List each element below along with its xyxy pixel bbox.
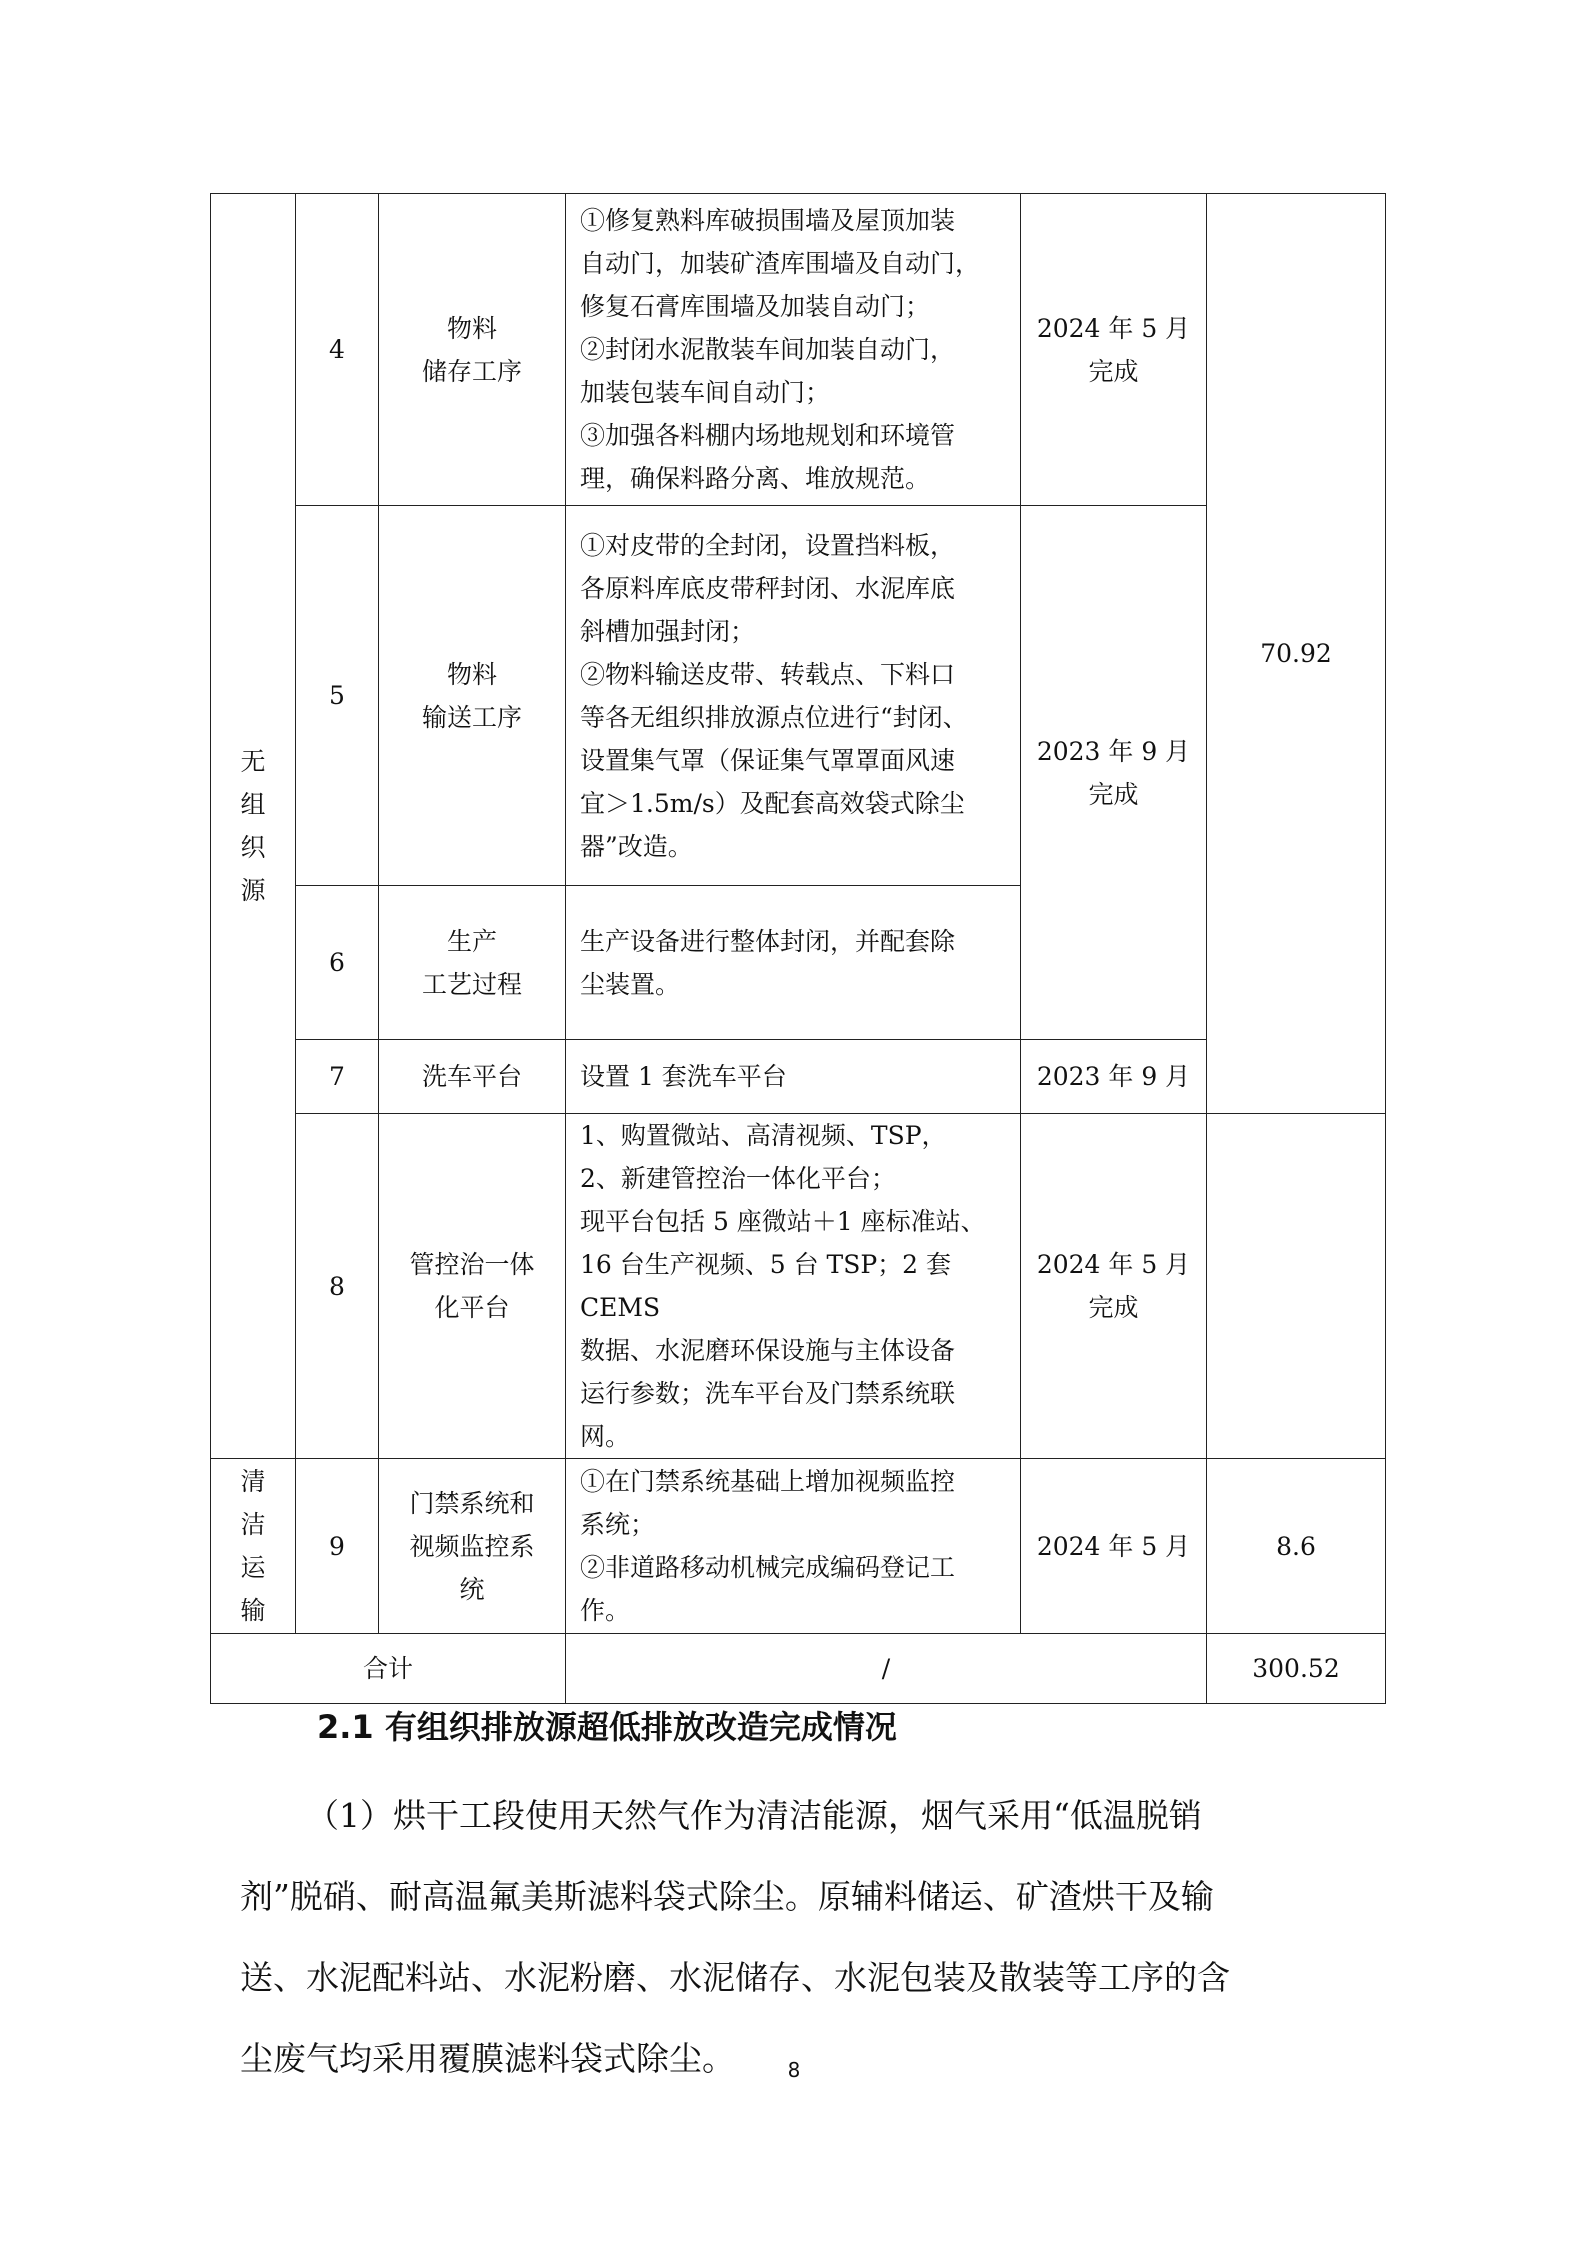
measure-line: ②封闭水泥散装车间加装自动门， (580, 335, 956, 364)
measure-cell (566, 1459, 1021, 1634)
measure-line: 宜＞1.5m/s）及配套高效袋式除尘 (580, 788, 965, 818)
measure-line: 等各无组织排放源点位进行“封闭、 (580, 702, 968, 732)
measure-line: 设置集气罩（保证集气罩罩面风速 (580, 745, 956, 775)
category-char: 洁 (240, 1510, 266, 1539)
table-row (211, 1114, 1386, 1459)
paragraph-line: 尘废气均采用覆膜滤料袋式除尘。 (240, 2039, 735, 2078)
total-label: 合计 (211, 1634, 566, 1704)
row-number: 4 (296, 194, 379, 506)
total-row (211, 1634, 1386, 1704)
completion-line: 2024 年 5 月 (1036, 1250, 1191, 1279)
measure-line: 设置 1 套洗车平台 (580, 1062, 787, 1091)
row-number: 6 (296, 886, 379, 1040)
process-line: 输送工序 (421, 702, 522, 732)
completion-line: 2024 年 5 月 (1036, 1531, 1191, 1561)
page-number: 8 (787, 2058, 801, 2082)
measure-line: ③加强各料棚内场地规划和环境管 (580, 421, 956, 450)
process-line: 洗车平台 (421, 1062, 522, 1091)
measure-line: 作。 (580, 1596, 631, 1625)
completion-cell (1021, 1459, 1207, 1634)
measure-line: 理，确保料路分离、堆放规范。 (580, 464, 931, 493)
process-cell (379, 886, 566, 1040)
completion-line: 完成 (1088, 779, 1139, 809)
measure-line: 运行参数；洗车平台及门禁系统联 (580, 1379, 956, 1408)
row-number: 5 (296, 506, 379, 886)
measure-line: ①对皮带的全封闭，设置挡料板， (580, 530, 956, 560)
completion-cell (1021, 194, 1207, 506)
amount-cell (1207, 1114, 1386, 1459)
completion-line: 2023 年 9 月 (1036, 736, 1191, 766)
completion-line: 完成 (1088, 356, 1139, 386)
completion-cell (1021, 1040, 1207, 1114)
measure-line: 生产设备进行整体封闭，并配套除 (580, 926, 956, 956)
process-line: 生产 (446, 926, 497, 956)
measure-line: ②物料输送皮带、转载点、下料口 (580, 659, 956, 689)
measure-line: 尘装置。 (580, 969, 681, 999)
measure-cell (566, 194, 1021, 506)
measure-line: 系统； (580, 1510, 656, 1539)
measure-cell (566, 506, 1021, 886)
measure-line: 器”改造。 (580, 831, 693, 861)
measure-line: 修复石膏库围墙及加装自动门； (580, 292, 931, 321)
process-cell (379, 1459, 566, 1634)
process-cell (379, 506, 566, 886)
category-char: 源 (240, 876, 266, 905)
measure-cell (566, 1114, 1021, 1459)
process-line: 管控治一体 (409, 1250, 535, 1279)
table-row (211, 194, 1386, 506)
measure-line: 自动门，加装矿渣库围墙及自动门， (580, 249, 981, 278)
process-line: 化平台 (434, 1293, 510, 1322)
paragraph-line: 剂”脱硝、耐高温氟美斯滤料袋式除尘。原辅料储运、矿渣烘干及输 (240, 1877, 1214, 1916)
measure-cell (566, 886, 1021, 1040)
process-line: 视频监控系 (409, 1531, 535, 1561)
completion-line: 2023 年 9 月 (1036, 1062, 1191, 1091)
process-line: 门禁系统和 (409, 1488, 535, 1518)
paragraph-line: 送、水泥配料站、水泥粉磨、水泥储存、水泥包装及散装等工序的含 (240, 1958, 1230, 1997)
process-line: 储存工序 (421, 356, 522, 386)
measure-line: 数据、水泥磨环保设施与主体设备 (580, 1336, 956, 1365)
process-line: 工艺过程 (421, 969, 522, 999)
measure-line: ①在门禁系统基础上增加视频监控 (580, 1467, 956, 1496)
measures-table (210, 193, 1386, 1704)
category-char: 织 (240, 833, 266, 862)
completion-line: 2024 年 5 月 (1036, 313, 1191, 343)
measure-line: ①修复熟料库破损围墙及屋顶加装 (580, 206, 956, 235)
measure-line: 现平台包括 5 座微站＋1 座标准站、 (580, 1207, 986, 1236)
category-cell-unorganized (211, 194, 296, 1459)
process-cell (379, 1114, 566, 1459)
section-paragraph (240, 1775, 1360, 2099)
category-char: 组 (240, 790, 266, 819)
process-cell (379, 194, 566, 506)
measure-line: 斜槽加强封闭； (580, 616, 756, 646)
completion-cell (1021, 1114, 1207, 1459)
measure-line: 各原料库底皮带秤封闭、水泥库底 (580, 573, 956, 603)
category-char: 无 (240, 747, 266, 776)
measure-line: 1、购置微站、高清视频、TSP， (580, 1121, 947, 1150)
category-char: 输 (240, 1596, 266, 1625)
amount-cell-unorganized: 70.92 (1207, 194, 1386, 1114)
category-cell-clean-transport (211, 1459, 296, 1634)
measure-line: 网。 (580, 1422, 631, 1451)
completion-line: 完成 (1088, 1293, 1139, 1322)
measure-line: 2、新建管控治一体化平台； (580, 1164, 896, 1193)
row-number: 9 (296, 1459, 379, 1634)
category-char: 运 (240, 1553, 266, 1582)
table-row (211, 1459, 1386, 1634)
paragraph-line: （1）烘干工段使用天然气作为清洁能源，烟气采用“低温脱销 (306, 1796, 1202, 1835)
process-cell (379, 1040, 566, 1114)
measure-line: 加装包装车间自动门； (580, 378, 831, 407)
section-heading: 2.1 有组织排放源超低排放改造完成情况 (317, 1708, 897, 1746)
measure-cell (566, 1040, 1021, 1114)
total-amount: 300.52 (1207, 1634, 1386, 1704)
process-line: 物料 (446, 313, 497, 343)
category-char: 清 (240, 1467, 266, 1496)
measure-line: ②非道路移动机械完成编码登记工 (580, 1553, 956, 1582)
amount-cell: 8.6 (1207, 1459, 1386, 1634)
total-slash: / (566, 1634, 1207, 1704)
process-line: 物料 (446, 659, 497, 689)
row-number: 7 (296, 1040, 379, 1114)
row-number: 8 (296, 1114, 379, 1459)
measure-line: 16 台生产视频、5 台 TSP；2 套 CEMS (580, 1250, 952, 1322)
process-line: 统 (459, 1574, 485, 1604)
completion-cell (1021, 506, 1207, 1040)
